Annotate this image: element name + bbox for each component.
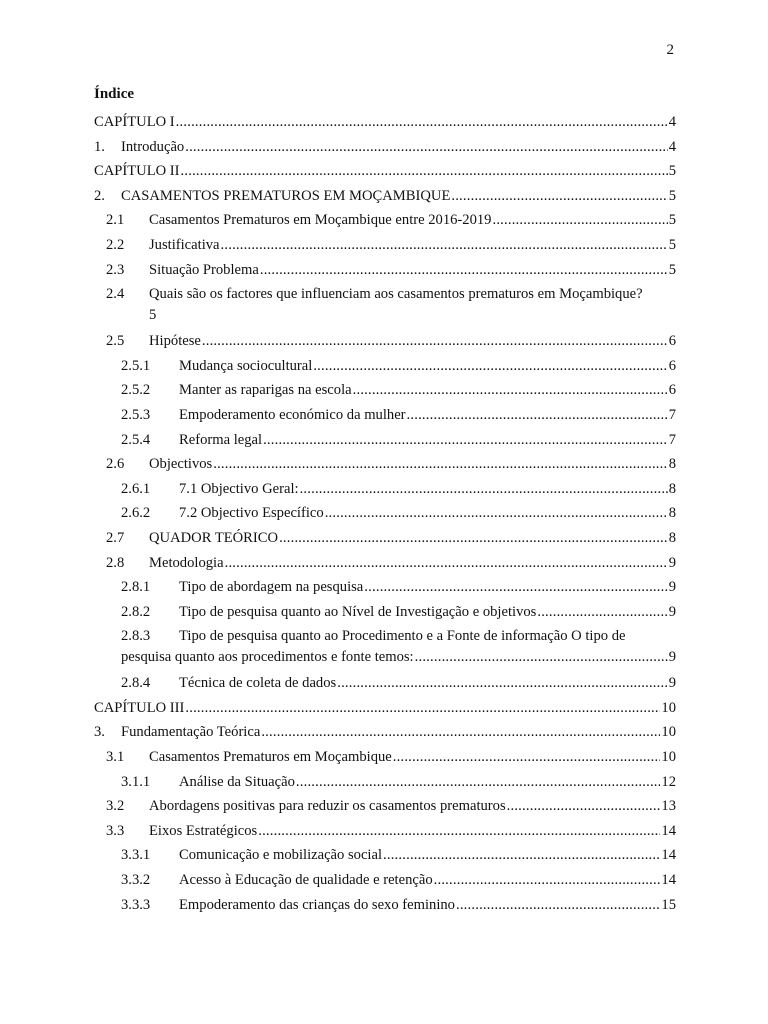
toc-entry-label: CASAMENTOS PREMATUROS EM MOÇAMBIQUE <box>121 187 451 204</box>
toc-leader-dots <box>279 526 668 551</box>
toc-leader-dots <box>185 696 660 721</box>
toc-entry[interactable] <box>94 575 676 600</box>
toc-entry-number: 3.3.1 <box>121 847 151 864</box>
toc-entry-label: 7.2 Objectivo Específico <box>179 505 324 522</box>
toc-entry-number: 3.1 <box>106 749 125 766</box>
toc-leader-dots <box>492 208 667 233</box>
toc-leader-dots <box>261 720 660 745</box>
toc-entry[interactable] <box>94 794 676 819</box>
toc-entry-label-continued: pesquisa quanto aos procedimentos e fonte temos: <box>121 649 414 666</box>
toc-title: Índice <box>94 86 135 102</box>
toc-entry[interactable] <box>94 843 676 868</box>
toc-entry-page: 14 <box>661 847 676 864</box>
toc-leader-dots <box>383 843 660 868</box>
toc-leader-dots <box>176 110 668 135</box>
toc-entry-page: 14 <box>661 872 676 889</box>
toc-entry-page: 9 <box>668 554 676 571</box>
toc-leader-dots <box>313 354 667 379</box>
toc-entry-label: Manter as raparigas na escola <box>179 382 352 399</box>
toc-leader-dots <box>202 329 668 354</box>
toc-entry-page: 5 <box>149 307 157 324</box>
toc-entry-label: Fundamentação Teórica <box>121 724 261 741</box>
toc-entry-label: Hipótese <box>149 333 201 350</box>
toc-entry[interactable] <box>94 208 676 233</box>
toc-entry-label: Abordagens positivas para reduzir os casamentos prematuros <box>149 798 506 815</box>
toc-entry-number: 2.5.3 <box>121 406 151 423</box>
toc-entry-label: Casamentos Prematuros em Moçambique entre 2016-2019 <box>149 212 492 229</box>
toc-entry[interactable] <box>94 526 676 551</box>
toc-entry[interactable] <box>94 745 676 770</box>
toc-entry-number: 2.7 <box>106 529 125 546</box>
toc-entry[interactable] <box>94 184 676 209</box>
toc-leader-dots <box>296 770 661 795</box>
toc-entry-label: Objectivos <box>149 456 213 473</box>
toc-entry-page: 14 <box>661 822 676 839</box>
toc-entry-number: 2.5.2 <box>121 382 151 399</box>
toc-entry-label: Tipo de pesquisa quanto ao Nível de Investigação e objetivos <box>179 603 537 620</box>
toc-leader-dots <box>537 600 667 625</box>
toc-entry-label: QUADOR TEÓRICO <box>149 529 279 546</box>
toc-leader-dots <box>185 135 667 160</box>
toc-leader-dots <box>434 868 661 893</box>
toc-leader-dots <box>407 403 668 428</box>
toc-leader-dots <box>393 745 661 770</box>
toc-entry-page: 5 <box>668 163 676 180</box>
table-of-contents <box>94 110 676 917</box>
toc-entry-page: 6 <box>668 382 676 399</box>
toc-entry-page: 9 <box>668 649 676 666</box>
toc-leader-dots <box>260 258 668 283</box>
toc-entry-page: 8 <box>668 480 676 497</box>
toc-entry-number: 2.2 <box>106 236 125 253</box>
toc-leader-dots <box>213 452 667 477</box>
toc-leader-dots <box>364 575 667 600</box>
toc-entry-number: 1. <box>94 138 105 155</box>
toc-entry-label: Eixos Estratégicos <box>149 822 258 839</box>
toc-entry-number: 2.6 <box>106 456 125 473</box>
toc-entry-number: 2.8.2 <box>121 603 151 620</box>
toc-entry-page: 7 <box>668 406 676 423</box>
toc-entry-label: Acesso à Educação de qualidade e retenção <box>179 872 433 889</box>
toc-entry[interactable] <box>94 135 676 160</box>
toc-entry-page: 5 <box>668 212 676 229</box>
toc-entry-page: 9 <box>668 603 676 620</box>
toc-entry-number: 3.1.1 <box>121 773 151 790</box>
toc-entry-label: Metodologia <box>149 554 224 571</box>
toc-entry-label: Técnica de coleta de dados <box>179 675 337 692</box>
toc-entry-number: 3.2 <box>106 798 125 815</box>
toc-entry-page: 8 <box>668 505 676 522</box>
toc-entry-page: 10 <box>661 724 676 741</box>
toc-entry-page: 6 <box>668 333 676 350</box>
toc-entry[interactable] <box>94 258 676 283</box>
toc-entry-label: Quais são os factores que influenciam aos casamentos prematuros em Moçambique? <box>149 286 643 303</box>
toc-entry-page: 5 <box>668 261 676 278</box>
toc-entry-label: Tipo de abordagem na pesquisa <box>179 579 364 596</box>
toc-leader-dots <box>507 794 661 819</box>
toc-entry-page: 9 <box>668 675 676 692</box>
toc-entry-page: 6 <box>668 357 676 374</box>
toc-entry-number: 3. <box>94 724 105 741</box>
toc-entry-label: Comunicação e mobilização social <box>179 847 383 864</box>
toc-entry-label: Situação Problema <box>149 261 259 278</box>
toc-entry-label: Casamentos Prematuros em Moçambique <box>149 749 392 766</box>
toc-entry-page: 5 <box>668 236 676 253</box>
toc-leader-dots <box>456 893 660 918</box>
toc-entry-number: 3.3.2 <box>121 872 151 889</box>
toc-entry-page: 8 <box>668 529 676 546</box>
toc-entry-page: 7 <box>668 431 676 448</box>
toc-entry[interactable] <box>94 282 676 329</box>
toc-entry-label: CAPÍTULO I <box>94 114 175 130</box>
toc-entry[interactable] <box>94 819 676 844</box>
toc-entry-label: Justificativa <box>149 236 220 253</box>
toc-entry-number: 2.1 <box>106 212 125 229</box>
toc-entry[interactable] <box>94 403 676 428</box>
toc-entry-number: 2.6.1 <box>121 480 151 497</box>
toc-entry[interactable] <box>94 159 676 184</box>
toc-entry-page: 10 <box>661 749 676 766</box>
toc-entry[interactable] <box>94 354 676 379</box>
toc-entry-page: 4 <box>668 114 676 130</box>
toc-entry-page: 13 <box>661 798 676 815</box>
toc-leader-dots <box>337 671 667 696</box>
toc-entry-number: 2.5.1 <box>121 357 151 374</box>
toc-entry-number: 2. <box>94 187 105 204</box>
toc-entry[interactable] <box>94 671 676 696</box>
toc-entry-number: 2.8.4 <box>121 675 151 692</box>
toc-entry[interactable] <box>94 233 676 258</box>
toc-entry-label: Empoderamento económico da mulher <box>179 406 406 423</box>
toc-entry[interactable] <box>94 551 676 576</box>
toc-entry-number: 2.5 <box>106 333 125 350</box>
toc-entry-page: 5 <box>668 187 676 204</box>
toc-entry-label: Reforma legal <box>179 431 263 448</box>
toc-entry[interactable] <box>94 770 676 795</box>
page-number: 2 <box>666 42 674 58</box>
toc-entry-label: CAPÍTULO II <box>94 163 180 180</box>
toc-entry-number: 3.3.3 <box>121 896 151 913</box>
toc-entry[interactable] <box>94 110 676 135</box>
toc-entry[interactable] <box>94 452 676 477</box>
toc-leader-dots <box>300 477 668 502</box>
toc-entry[interactable] <box>94 477 676 502</box>
toc-leader-dots <box>258 819 660 844</box>
toc-entry-page: 4 <box>668 138 676 155</box>
toc-entry-number: 2.8 <box>106 554 125 571</box>
toc-entry[interactable] <box>94 378 676 403</box>
toc-leader-dots <box>263 428 668 453</box>
toc-entry-number: 2.6.2 <box>121 505 151 522</box>
toc-entry-page: 15 <box>661 896 676 913</box>
toc-leader-dots <box>181 159 668 184</box>
toc-entry-number: 2.4 <box>106 286 125 303</box>
toc-entry[interactable] <box>94 893 676 918</box>
toc-entry-number: 2.3 <box>106 261 125 278</box>
toc-leader-dots <box>225 551 668 576</box>
toc-entry-page: 10 <box>661 699 676 716</box>
toc-entry-page: 8 <box>668 456 676 473</box>
toc-leader-dots <box>221 233 668 258</box>
toc-entry-number: 2.5.4 <box>121 431 151 448</box>
toc-leader-dots <box>325 501 668 526</box>
toc-entry[interactable] <box>94 624 676 671</box>
toc-leader-dots <box>415 647 668 668</box>
toc-entry-number: 3.3 <box>106 822 125 839</box>
toc-entry[interactable] <box>94 501 676 526</box>
toc-entry-label: Mudança sociocultural <box>179 357 313 374</box>
toc-entry-label: Tipo de pesquisa quanto ao Procedimento e a Fonte de informação O tipo de <box>179 628 626 645</box>
toc-entry-label: CAPÍTULO III <box>94 699 185 716</box>
toc-entry[interactable] <box>94 329 676 354</box>
toc-leader-dots <box>353 378 668 403</box>
toc-entry[interactable] <box>94 868 676 893</box>
toc-entry-label: Análise da Situação <box>179 773 295 790</box>
toc-entry-page: 9 <box>668 579 676 596</box>
toc-leader-dots <box>451 184 667 209</box>
toc-entry[interactable] <box>94 720 676 745</box>
toc-entry-number: 2.8.1 <box>121 579 151 596</box>
toc-entry-label: Introdução <box>121 138 185 155</box>
toc-entry[interactable] <box>94 600 676 625</box>
toc-entry-page: 12 <box>661 773 676 790</box>
toc-entry-number: 2.8.3 <box>121 628 151 645</box>
toc-entry-label: 7.1 Objectivo Geral: <box>179 480 299 497</box>
toc-entry[interactable] <box>94 696 676 721</box>
toc-entry-label: Empoderamento das crianças do sexo feminino <box>179 896 455 913</box>
toc-entry[interactable] <box>94 428 676 453</box>
